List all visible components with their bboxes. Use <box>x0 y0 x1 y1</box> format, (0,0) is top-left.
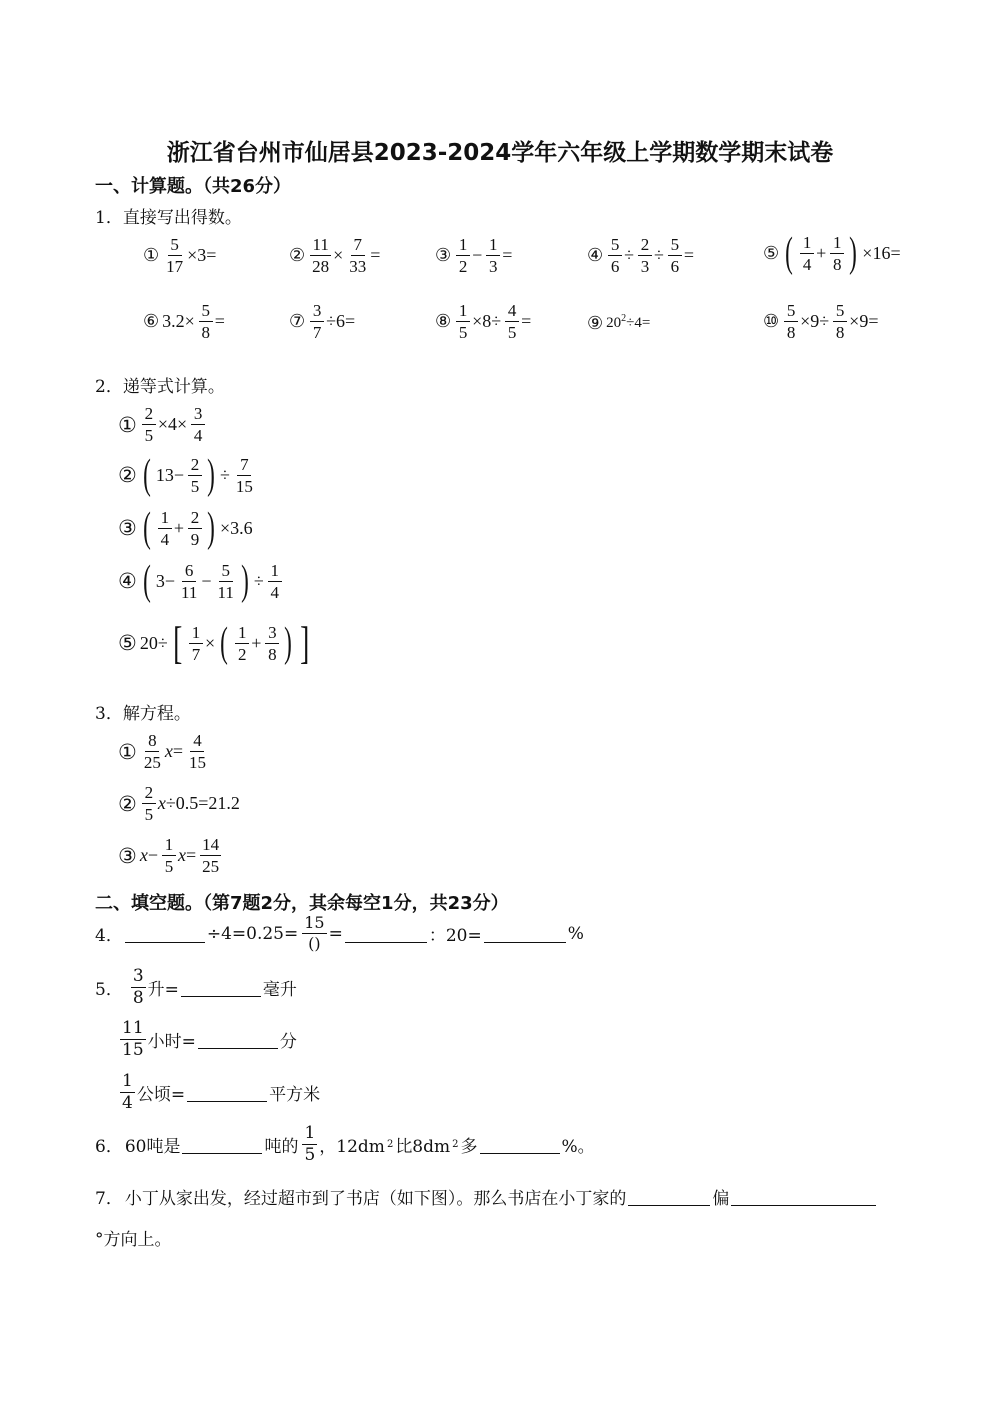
item-number: ⑦ <box>289 311 306 332</box>
answer-blank[interactable] <box>198 1030 278 1049</box>
q1-item-3: ③ $\frac{1}{2}$ − $\frac{1}{3}$ = <box>435 235 513 276</box>
question-7-line-1: 7． 小丁从家出发，经过超市到了书店（如下图）。那么书店在小丁家的 偏 <box>95 1184 878 1209</box>
q1-item-2: ② $\frac{11}{28}$ × $\frac{7}{33}$ = <box>289 235 381 276</box>
q3-item-2: ② $\frac{2}{5}$ x÷0.5=21.2 <box>118 783 240 824</box>
question-7-line-2: °方向上。 <box>95 1230 172 1250</box>
q3-item-3: ③ x− $\frac{1}{5}$ x= $\frac{14}{25}$ <box>118 835 220 876</box>
page-title: 浙江省台州市仙居县2023-2024学年六年级上学期数学期末试卷 <box>166 140 834 166</box>
question-number: 4． <box>95 926 123 946</box>
question-6: 6． 60吨是 吨的 $\frac{1}{5}$ ，12dm 2 比8dm 2 多 %。 <box>95 1123 595 1165</box>
question-3-label: 3．解方程。 <box>95 704 191 724</box>
answer-blank[interactable] <box>628 1187 710 1206</box>
item-number: ⑩ <box>763 311 780 332</box>
q2-item-2: ② ( 13− $\frac{2}{5}$ ) ÷ $\frac{7}{15}$ <box>118 452 253 498</box>
answer-blank[interactable] <box>345 924 427 943</box>
item-number: ⑧ <box>435 311 452 332</box>
answer-blank[interactable] <box>181 978 261 997</box>
question-5-line-2: $\frac{11}{15}$ 小时= 分 <box>122 1018 297 1060</box>
answer-blank[interactable] <box>182 1135 262 1154</box>
q1-item-6: ⑥ 3.2× $\frac{5}{8}$ = <box>143 301 225 342</box>
section-heading-2: 二、填空题。（第7题2分，其余每空1分，共23分） <box>95 893 509 914</box>
question-1-label: 1．直接写出得数。 <box>95 208 242 228</box>
question-2-label: 2．递等式计算。 <box>95 377 225 397</box>
q1-item-9: ⑨ $20^2\div 4=$ <box>587 313 651 334</box>
question-5-line-3: $\frac{1}{4}$ 公顷= 平方米 <box>122 1071 321 1113</box>
question-5-line-1: 5． $\frac{3}{8}$ 升= 毫升 <box>95 966 297 1008</box>
question-number: 6． <box>95 1137 123 1157</box>
item-number: ⑨ <box>587 313 604 334</box>
q1-item-1: ① $\frac{5}{17}$ ×3= <box>143 235 217 276</box>
question-number: 7． <box>95 1189 123 1209</box>
answer-blank[interactable] <box>480 1135 560 1154</box>
answer-blank[interactable] <box>731 1187 876 1206</box>
q1-item-8: ⑧ $\frac{1}{5}$ ×8÷ $\frac{4}{5}$ = <box>435 301 532 342</box>
q2-item-3: ③ ( $\frac{1}{4}$ + $\frac{2}{9}$ ) ×3.6 <box>118 505 253 551</box>
item-number: ① <box>143 245 160 266</box>
q2-item-1: ① $\frac{2}{5}$ ×4× $\frac{3}{4}$ <box>118 405 207 444</box>
item-number: ③ <box>435 245 452 266</box>
q1-item-4: ④ $\frac{5}{6}$ ÷ $\frac{2}{3}$ ÷ $\frac{5}{6}$ = <box>587 235 695 276</box>
q1-item-10: ⑩ $\frac{5}{8}$ ×9÷ $\frac{5}{8}$ ×9= <box>763 301 879 342</box>
q1-item-7: ⑦ $\frac{3}{7}$ ÷6= <box>289 301 356 342</box>
answer-blank[interactable] <box>187 1083 267 1102</box>
question-number: 5． <box>95 980 123 1000</box>
question-4: 4． ÷4=0.25= $\frac{15}{()}$ = ：20= % <box>95 913 584 953</box>
item-number: ⑤ <box>763 242 780 264</box>
q3-item-1: ① $\frac{8}{25}$ x= $\frac{4}{15}$ <box>118 731 206 772</box>
item-number: ⑥ <box>143 311 160 332</box>
q2-item-5: ⑤ 20÷ [ $\frac{1}{7}$ × ( $\frac{1}{2}$ + $\frac{3}{8}$ ) ] <box>118 617 310 668</box>
answer-blank[interactable] <box>484 924 566 943</box>
item-number: ④ <box>587 245 604 266</box>
q1-item-5: ⑤ ( $\frac{1}{4}$ + $\frac{1}{8}$ ) ×16= <box>763 230 901 276</box>
item-number: ② <box>289 245 306 266</box>
section-heading-1: 一、计算题。（共26分） <box>95 176 292 197</box>
answer-blank[interactable] <box>125 924 205 943</box>
q2-item-4: ④ ( 3− $\frac{6}{11}$ − $\frac{5}{11}$ ) ÷ $\frac{1}{4}$ <box>118 560 284 602</box>
